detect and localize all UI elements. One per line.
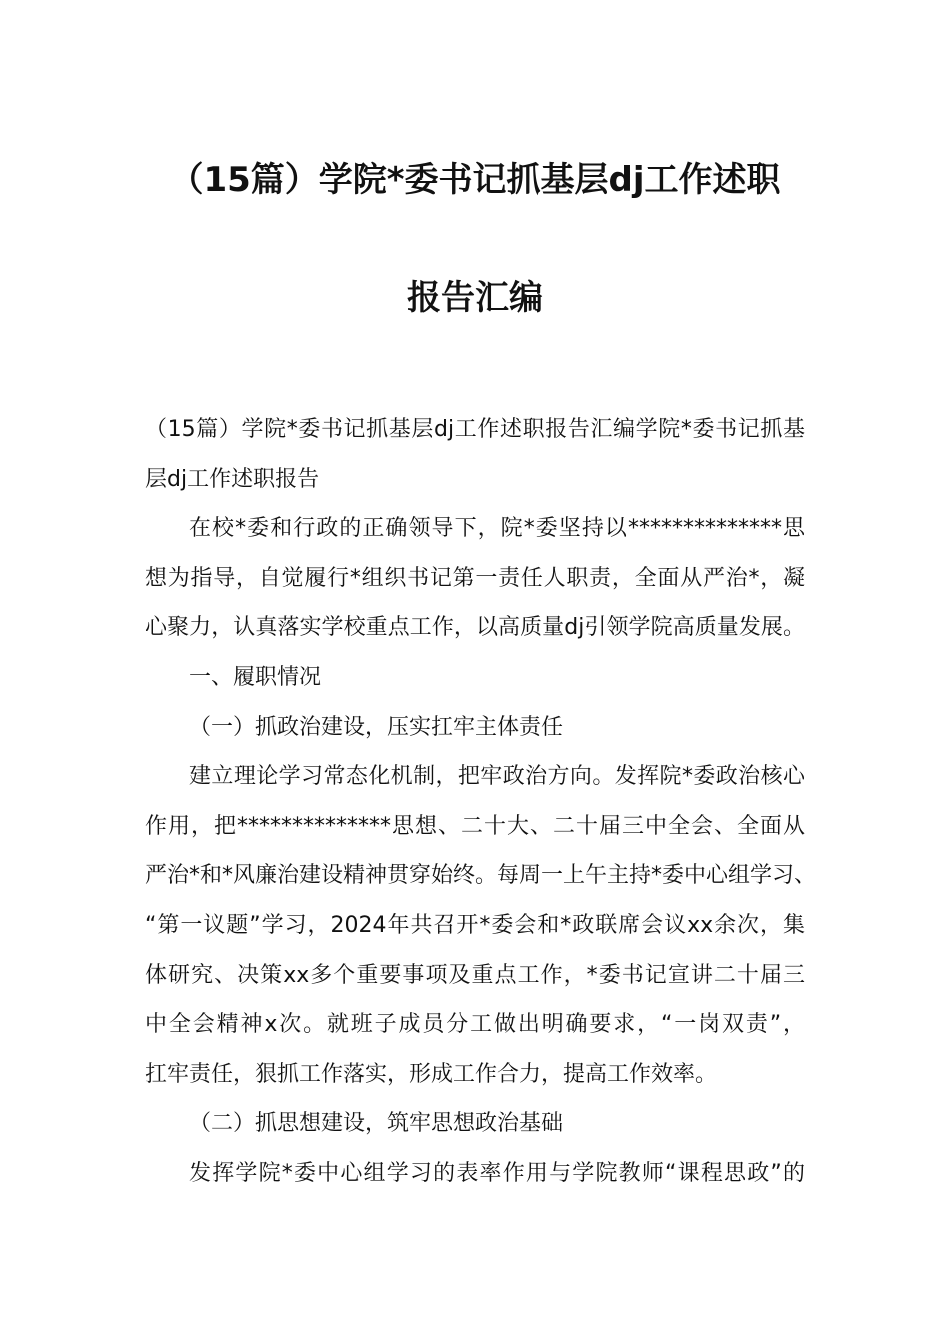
document-body <box>145 412 817 1206</box>
body-line: 中全会精神x次。就班子成员分工做出明确要求，“一岗双责”， <box>145 1012 805 1038</box>
body-line: 作用，把**************思想、二十大、二十届三中全会、全面从 <box>145 813 805 839</box>
body-line: 发挥学院*委中心组学习的表率作用与学院教师“课程思政”的 <box>189 1160 805 1186</box>
body-line: 严治*和*风廉治建设精神贯穿始终。每周一上午主持*委中心组学习、 <box>145 863 817 889</box>
body-line: 想为指导，自觉履行*组织书记第一责任人职责，全面从严治*，凝 <box>145 565 805 591</box>
subsection-heading: （二）抓思想建设，筑牢思想政治基础 <box>189 1111 564 1137</box>
body-line: 体研究、决策xx多个重要事项及重点工作，*委书记宣讲二十届三 <box>145 962 805 988</box>
body-line: 建立理论学习常态化机制，把牢政治方向。发挥院*委政治核心 <box>189 764 805 790</box>
document-title-line-2: 报告汇编 <box>407 278 543 318</box>
body-line: 扛牢责任，狠抓工作落实，形成工作合力，提高工作效率。 <box>145 1061 718 1087</box>
body-line: 层dj工作述职报告 <box>145 466 320 492</box>
body-line: （15篇）学院*委书记抓基层dj工作述职报告汇编学院*委书记抓基 <box>145 417 805 442</box>
section-heading: 一、履职情况 <box>189 664 322 690</box>
body-line: 心聚力，认真落实学校重点工作，以高质量dj引领学院高质量发展。 <box>145 615 805 641</box>
subsection-heading: （一）抓政治建设，压实扛牢主体责任 <box>189 714 564 740</box>
document-title-line-1: （15篇）学院*委书记抓基层dj工作述职 <box>169 160 781 200</box>
body-line: 在校*委和行政的正确领导下，院*委坚持以**************思 <box>189 516 805 542</box>
body-line: “第一议题”学习，2024年共召开*委会和*政联席会议xx余次，集 <box>145 912 805 938</box>
